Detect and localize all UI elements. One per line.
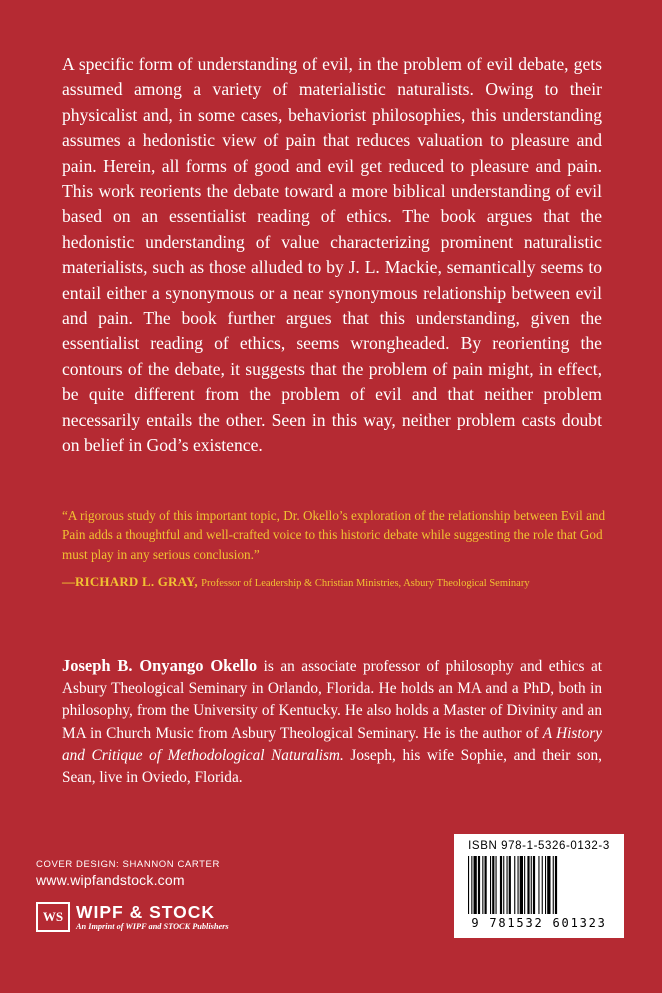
- barcode-bar: [503, 856, 504, 914]
- ws-logo-icon: WS: [36, 902, 70, 932]
- publisher-tagline: An Imprint of WIPF and STOCK Publishers: [76, 922, 229, 931]
- endorsement-attribution: [62, 574, 610, 590]
- publisher-logo: [36, 902, 229, 932]
- barcode-bar: [507, 856, 508, 914]
- endorsement-quote: “A rigorous study of this important topic, Dr. Okello’s exploration of the relationship between Evil and Pain adds a thoughtful and well-crafted voice to this historic debate while suggesting the role that God must play in any serious conclusion.”: [62, 508, 606, 562]
- barcode-bar: [553, 856, 554, 914]
- barcode-bar: [520, 856, 523, 914]
- barcode-bar: [555, 856, 557, 914]
- barcode-bar: [492, 856, 494, 914]
- credits: [36, 859, 220, 888]
- isbn-text: ISBN 978-1-5326-0132-3: [468, 840, 610, 852]
- publisher-name: WIPF & STOCK: [76, 902, 216, 922]
- barcode-bar: [545, 856, 546, 914]
- barcode-bar: [474, 856, 477, 914]
- isbn-barcode: [454, 834, 624, 938]
- author-bio: [62, 655, 602, 789]
- barcode-bar: [518, 856, 519, 914]
- barcode-bar: [490, 856, 491, 914]
- bio-text-1: is an associate professor of philosophy and ethics at Asbury Theological Seminary in Orlando, Florida. He holds an MA and a PhD, both in philosophy, from the University of Kentucky. He also holds a Master of Divinity and an MA in Church Music from Asbury Theological Seminary. He is the author of: [62, 658, 603, 742]
- barcode-bar: [538, 856, 539, 914]
- author-name: Joseph B. Onyango Okello: [62, 656, 258, 675]
- barcode-bar: [542, 856, 543, 914]
- endorser-role: Professor of Leadership & Christian Ministries, Asbury Theological Seminary: [201, 578, 530, 590]
- barcode-bar: [478, 856, 480, 914]
- bio-text-2: Joseph, his wife Sophie, and their son, Sean, live in Oviedo, Florida.: [62, 746, 602, 787]
- barcode-bar: [509, 856, 511, 914]
- publisher-text: [76, 903, 229, 931]
- endorser-name: RICHARD L. GRAY,: [75, 574, 198, 590]
- book-description: A specific form of understanding of evil, in the problem of evil debate, gets assumed among a variety of materialistic naturalists. Owing to their physicalist and, in some cases, behaviorist philosophies, this understanding assumes a hedonistic view of pain that reduces valuation to pleasure and pain. Herein, all forms of good and evil get reduced to pleasure and pain. This work reorients the debate toward a more biblical understanding of evil based on an essentialist reading of ethics. The book argues that the hedonistic understanding of value characterizing prominent naturalistic materialists, such as those alluded to by J. L. Mackie, semantically seems to entail either a synonymous or a near synonymous relationship between evil and pain. The book further argues that this understanding, given the essentialist reading of ethics, seems wrongheaded. By reorienting the contours of the debate, it suggests that the problem of pain might, in effect, be quite different from the problem of evil and that neither problem necessarily entails the other. Seen in this way, neither problem casts doubt on belief in God’s existence.: [62, 54, 602, 456]
- barcode-bar: [531, 856, 532, 914]
- cover-design-credit: COVER DESIGN: SHANNON CARTER: [36, 859, 220, 870]
- barcode-bar: [533, 856, 535, 914]
- barcode-bar: [514, 856, 515, 914]
- barcode-bar: [524, 856, 525, 914]
- endorsement: [62, 506, 610, 590]
- barcode-bar: [547, 856, 550, 914]
- barcode-bar: [471, 856, 472, 914]
- barcode-bar: [485, 856, 487, 914]
- barcode-bar: [496, 856, 497, 914]
- barcode-bars-icon: [464, 856, 614, 914]
- publisher-website: www.wipfandstock.com: [36, 872, 185, 888]
- barcode-bar: [468, 856, 469, 914]
- barcode-bar: [500, 856, 502, 914]
- book-title: A History and Critique of Methodological Naturalism.: [62, 724, 602, 764]
- barcode-bar: [527, 856, 529, 914]
- ean-digits: 9 781532 601323: [471, 916, 607, 930]
- barcode-bar: [482, 856, 483, 914]
- attribution-dash: —: [62, 574, 75, 590]
